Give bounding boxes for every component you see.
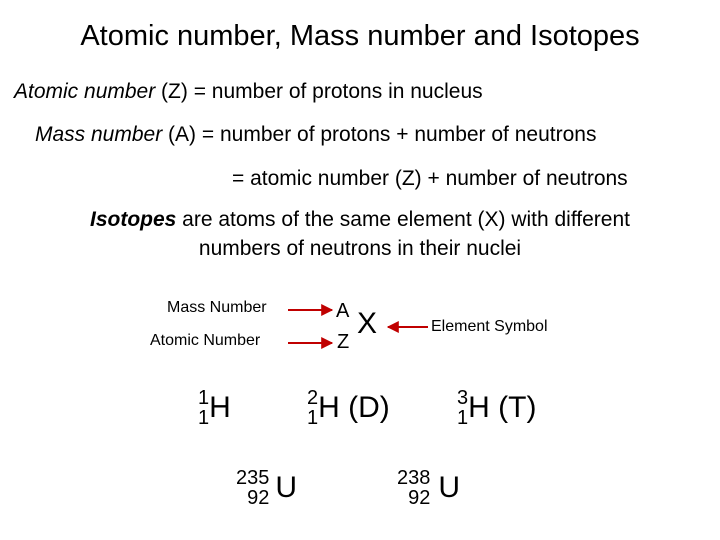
element-symbol: H bbox=[318, 391, 340, 424]
atomic-number-definition bbox=[14, 80, 483, 104]
mass-number-label: Mass Number bbox=[167, 299, 267, 316]
mass-number-text: (A) = number of protons + number of neutrons bbox=[162, 123, 597, 146]
atomic-number: 1 bbox=[198, 407, 210, 429]
page-title: Atomic number, Mass number and Isotopes bbox=[80, 20, 640, 52]
atomic-number-label: Atomic Number bbox=[150, 332, 261, 349]
atomic-number: 1 bbox=[307, 407, 319, 429]
mass-number-definition bbox=[35, 123, 596, 147]
atomic-number-term: Atomic number bbox=[14, 80, 156, 103]
nuclide-deuterium bbox=[307, 388, 390, 428]
mass-number-term: Mass number bbox=[35, 123, 163, 146]
element-symbol: U bbox=[275, 471, 298, 504]
isotopes-definition-cont: numbers of neutrons in their nuclei bbox=[198, 237, 522, 260]
notation-superscript-a: A bbox=[336, 300, 350, 322]
nuclide-uranium-238 bbox=[397, 468, 460, 508]
nuclide-uranium-235 bbox=[236, 468, 297, 508]
element-symbol: H bbox=[209, 391, 231, 424]
element-symbol: H bbox=[468, 391, 490, 424]
mass-number: 238 bbox=[397, 467, 431, 489]
mass-number-continuation: = atomic number (Z) + number of neutrons bbox=[232, 167, 628, 190]
notation-subscript-z: Z bbox=[337, 331, 350, 353]
isotopes-term: Isotopes bbox=[89, 208, 177, 231]
mass-number: 3 bbox=[457, 387, 469, 409]
element-symbol-label: Element Symbol bbox=[431, 318, 548, 335]
mass-number: 235 bbox=[236, 467, 270, 489]
mass-number: 2 bbox=[307, 387, 319, 409]
notation-element-x: X bbox=[357, 307, 378, 340]
atomic-number: 92 bbox=[247, 487, 270, 509]
element-symbol: U bbox=[438, 471, 461, 504]
isotope-suffix: (D) bbox=[339, 391, 390, 424]
atomic-number: 92 bbox=[408, 487, 431, 509]
atomic-number: 1 bbox=[457, 407, 469, 429]
atomic-number-text: (Z) = number of protons in nucleus bbox=[155, 80, 483, 103]
isotopes-definition bbox=[0, 208, 720, 232]
nuclide-tritium bbox=[457, 388, 536, 428]
isotope-suffix: (T) bbox=[489, 391, 537, 424]
mass-number: 1 bbox=[198, 387, 210, 409]
nuclide-hydrogen-1 bbox=[198, 388, 231, 428]
isotopes-text-1: are atoms of the same element (X) with different bbox=[176, 208, 630, 231]
